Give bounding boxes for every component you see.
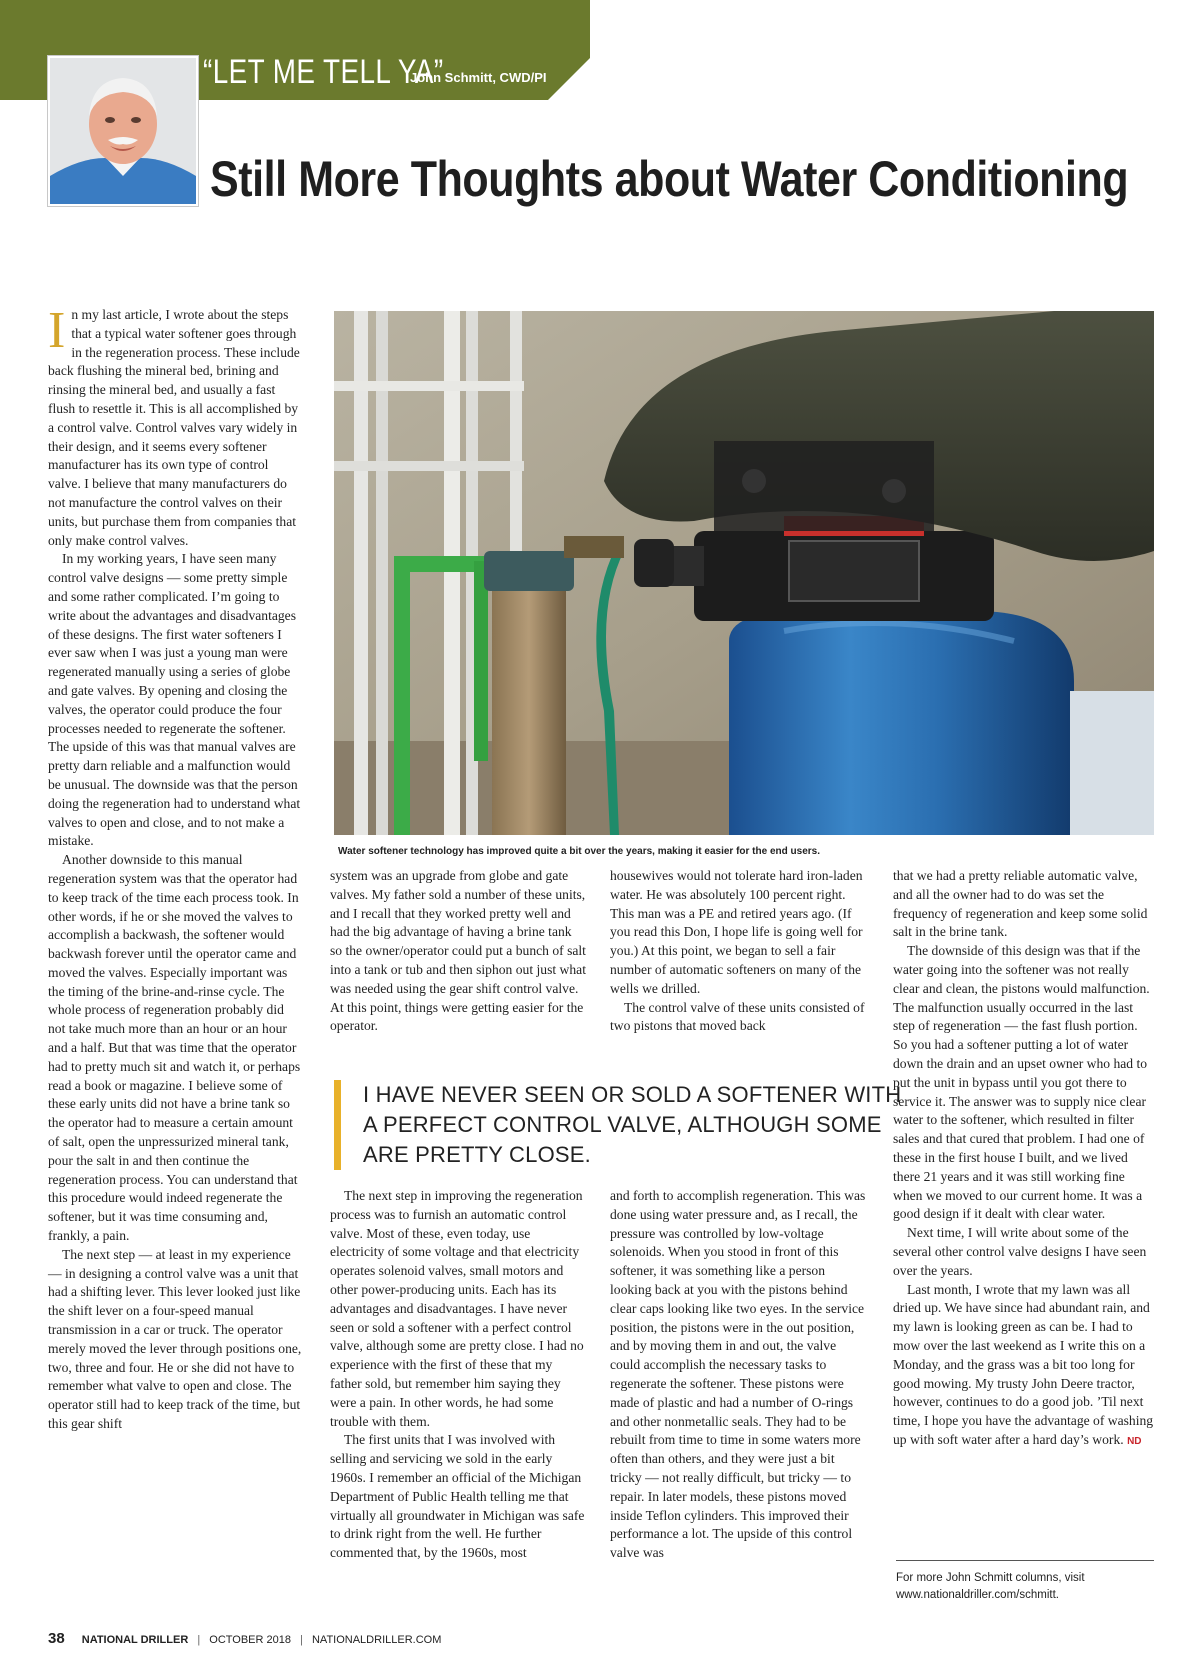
article-paragraph: The next step in improving the regeneration process was to furnish an automatic control valve. Most of these, even today, use electricity of some voltage and that electricity operates solenoid valves, small motors and other power-producing units. Each has its advantages and disadvantages. I have never seen or sold a softener with a perfect control valve, although some are pretty close. I had no experience with the first of these that my father sold, but remember him saying they were a pain. In other words, he had some trouble with them.	[330, 1188, 584, 1429]
article-paragraph: The next step — at least in my experience — in designing a control valve was a unit that had a shifting lever. This lever looked just like the shift lever on a four-speed manual transmission in a car or truck. The operator merely moved the lever through positions one, two, three and four. He or she did not have to remember what valve to open and close. The operator still had to keep track of the time, but this gear shift	[48, 1246, 302, 1432]
photo-caption: Water softener technology has improved quite a bit over the years, making it easier for the end users.	[338, 846, 820, 857]
article-column-2-top	[330, 867, 586, 1036]
article-headline: Still More Thoughts about Water Conditioning	[210, 151, 1129, 207]
author-byline: John Schmitt, CWD/PI	[410, 70, 547, 85]
pull-quote: I HAVE NEVER SEEN OR SOLD A SOFTENER WITH A PERFECT CONTROL VALVE, ALTHOUGH SOME ARE PRETTY CLOSE.	[334, 1080, 903, 1170]
separator: |	[197, 1634, 201, 1646]
article-column-3-bottom	[610, 1187, 866, 1563]
water-softener-illustration	[334, 311, 1154, 835]
drop-cap: I	[48, 302, 66, 359]
article-paragraph: Last month, I wrote that my lawn was all dried up. We have since had abundant rain, and my lawn is looking green as can be. I had to mow over the last weekend as I write this on a Monday, and the grass was a bit too long for good mowing. My trusty John Deere tractor, however, continues to do a good job. ’Til next time, I hope you have the advantage of washing up with soft water after a hard day’s work. ND	[893, 1281, 1154, 1447]
article-paragraph: Another downside to this manual regeneration system was that the operator had to keep track of the time each process took. In other words, if he or she moved the valves to accomplish a backwash, the softener would backwash forever until the operator came and moved the valves. Especially important was the timing of the brine-and-rinse cycle. The whole process of regeneration probably did not take much more than an hour or an hour and a half. But that was time that the operator had to pretty much sit and watch it, or perhaps read a book or magazine. I believe some of these early units did not have a brine tank so the operator had to measure a certain amount of salt, open the unpressurized mineral tank, pour the salt in and then continue the regeneration process. You can understand that this procedure would indeed regenerate the softener, but it was time consuming and, frankly, a pain.	[48, 852, 301, 1244]
article-paragraph: Next time, I will write about some of the several other control valve designs I have seen over the years.	[893, 1225, 1147, 1278]
article-paragraph: The first units that I was involved with selling and servicing we sold in the early 1960s. I remember an official of the Michigan Department of Public Health telling me that virtually all groundwater in Michigan was safe to drink right from the well. He further commented that, by the 1960s, most	[330, 1432, 585, 1561]
article-paragraph: that we had a pretty reliable automatic valve, and all the owner had to do was set the frequency of regeneration and keep some solid salt in the brine tank.	[893, 868, 1148, 940]
publication-website: NATIONALDRILLER.COM	[311, 1634, 442, 1646]
author-portrait	[48, 56, 198, 206]
more-columns-note: For more John Schmitt columns, visit www.nationaldriller.com/schmitt.	[896, 1572, 1085, 1601]
column-label: “LET ME TELL YA”	[203, 53, 444, 91]
page-number: 38	[48, 1630, 65, 1647]
article-column-3-top	[610, 867, 866, 1036]
separator: |	[300, 1634, 303, 1646]
article-column-1	[48, 302, 304, 1434]
water-softener-photo	[334, 311, 1154, 835]
author-portrait-illustration	[50, 58, 196, 204]
article-paragraph: In my last article, I wrote about the steps that a typical water softener goes through in the regeneration process. These include back flushing the mineral bed, brining and rinsing the mineral bed, and usually a fast flush to resettle it. This is all accomplished by a control valve. Control valves vary widely in their design, and it seems every softener manufacturer has its own type of control valve. I believe that many manufacturers do not manufacture the control valves on their units, but purchase them from companies that only make control valves.	[48, 302, 300, 548]
end-mark: ND	[1127, 1435, 1142, 1447]
article-column-4	[893, 867, 1155, 1452]
article-paragraph: and forth to accomplish regeneration. This was done using water pressure and, as I recall, the pressure was controlled by low-voltage solenoids. When you stood in front of this softener, it was something like a person looking back at you with the pistons behind clear caps looking like two eyes. In the service position, the pistons were in the out position, and by moving them in and out, the valve could accomplish the necessary tasks to regenerate the softener. These pistons were made of plastic and had a number of O-rings and other nonmetallic seals. They had to be rebuilt from time to time in some waters more often than others, and they were just a bit tricky — not really difficult, but tricky — to repair. In later models, these pistons moved inside Teflon cylinders. This improved their performance a lot. The upside of this control valve was	[610, 1188, 866, 1561]
issue-date: OCTOBER 2018	[209, 1634, 291, 1646]
publication-name: NATIONAL DRILLER	[81, 1634, 189, 1646]
page-footer	[48, 1630, 441, 1647]
article-paragraph: system was an upgrade from globe and gate valves. My father sold a number of these units, and I recall that they worked pretty well and had the big advantage of having a brine tank so the owner/operator could put a bunch of salt into a tank or tub and then siphon out just what was needed using the gear shift control valve. At this point, things were getting easier for the operator.	[330, 868, 586, 1034]
divider	[896, 1560, 1154, 1561]
article-paragraph: The downside of this design was that if the water going into the softener was not really clear and clean, the pistons would malfunction. The malfunction usually occurred in the last step of regeneration — the fast flush portion. So you had a softener putting a lot of water down the drain and an upset owner who had to put the unit in bypass until you got there to service it. The answer was to supply nice clear water to the softener, which resulted in filter sales and that cured that problem. I had one of these in the first house I built, and we lived there 21 years and it was still working fine when we moved to our current home. It was a good design if it dealt with clear water.	[893, 943, 1150, 1222]
article-paragraph: The control valve of these units consisted of two pistons that moved back	[610, 999, 865, 1034]
article-paragraph: In my working years, I have seen many control valve designs — some pretty simple and some rather complicated. I’m going to write about the advantages and disadvantages of these designs. The first water softeners I ever saw when I was just a young man were regenerated manually using a series of globe and gate valves. By opening and closing the valves, the operator could produce the four processes needed to regenerate the softener. The upside of this was that manual valves are pretty darn reliable and a malfunction would be unusual. The downside was that the person doing the regeneration had to understand what valves to open and close, and to not make a mistake.	[48, 551, 301, 849]
article-column-2-bottom	[330, 1187, 586, 1563]
article-paragraph: housewives would not tolerate hard iron-laden water. He was absolutely 100 percent right. This man was a PE and retired years ago. (If you read this Don, I hope life is going well for you.) At this point, we began to sell a fair number of automatic softeners on many of the wells we drilled.	[610, 868, 863, 996]
